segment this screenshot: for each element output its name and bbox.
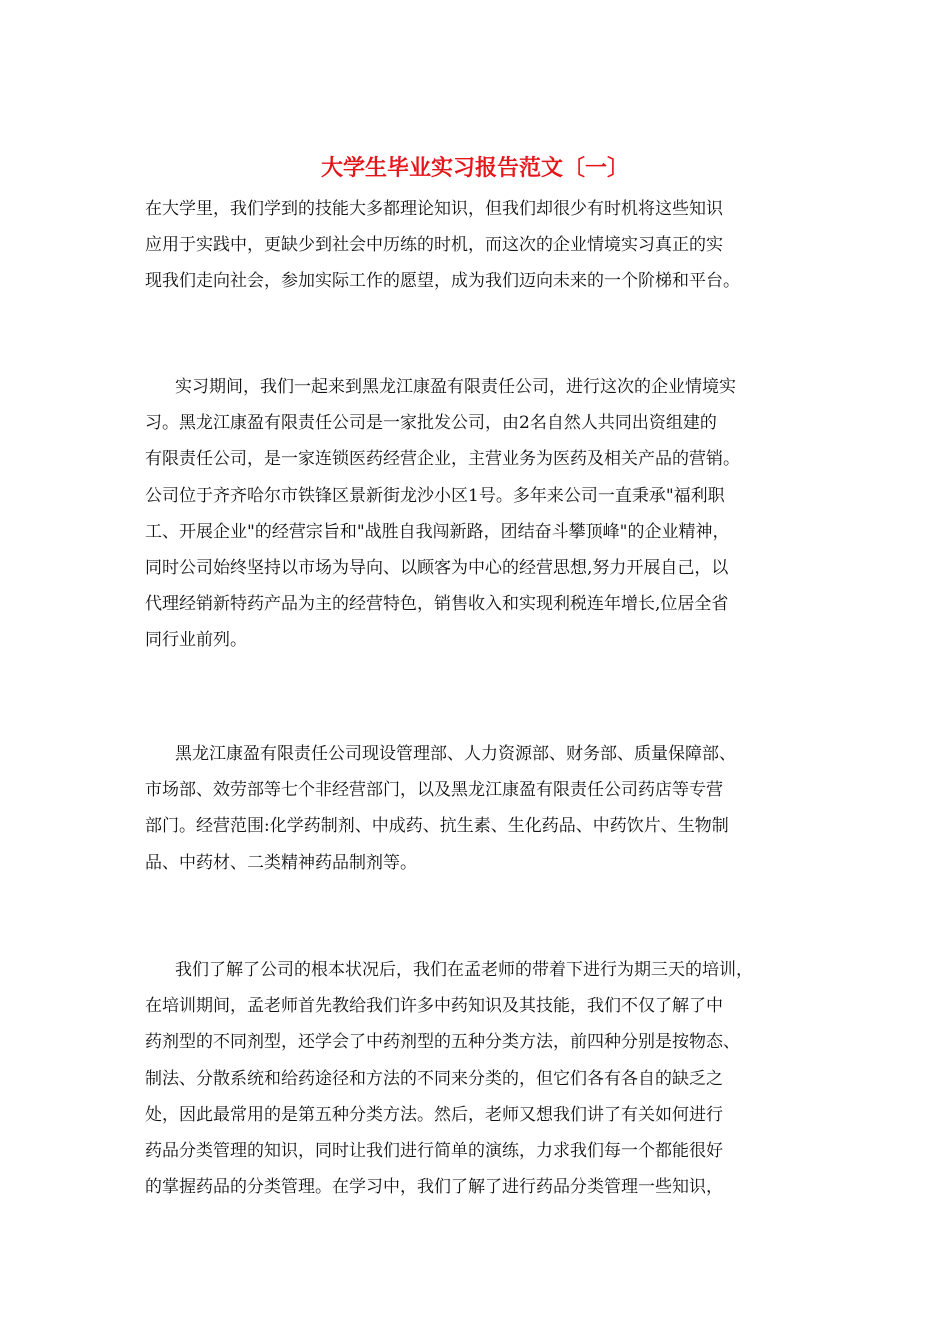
paragraph-line: 在培训期间，孟老师首先教给我们许多中药知识及其技能，我们不仅了解了中 <box>145 996 723 1017</box>
paragraph-line: 品、中药材、二类精神药品制剂等。 <box>145 852 417 873</box>
paragraph-line: 习。黑龙江康盈有限责任公司是一家批发公司，由2名自然人共同出资组建的 <box>145 413 717 434</box>
paragraph-line: 实习期间，我们一起来到黑龙江康盈有限责任公司，进行这次的企业情境实 <box>175 377 736 397</box>
paragraph-line: 代理经销新特药产品为主的经营特色，销售收入和实现利税连年增长,位居全省 <box>145 594 729 615</box>
paragraph-line: 的掌握药品的分类管理。在学习中，我们了解了进行药品分类管理一些知识， <box>145 1177 723 1198</box>
paragraph-line: 同行业前列。 <box>145 630 247 651</box>
paragraph-line: 部门。经营范围:化学药制剂、中成药、抗生素、生化药品、中药饮片、生物制 <box>145 816 729 837</box>
paragraph-1 <box>145 191 810 300</box>
paragraph-2 <box>145 369 810 659</box>
paragraph-line: 处，因此最常用的是第五种分类方法。然后，老师又想我们讲了有关如何进行 <box>145 1104 723 1125</box>
paragraph-line: 有限责任公司，是一家连锁医药经营企业，主营业务为医药及相关产品的营销。 <box>145 449 740 470</box>
paragraph-line: 黑龙江康盈有限责任公司现设管理部、人力资源部、财务部、质量保障部、 <box>175 744 736 764</box>
paragraph-line: 应用于实践中，更缺少到社会中历练的时机，而这次的企业情境实习真正的实 <box>145 235 723 256</box>
paragraph-line: 药剂型的不同剂型，还学会了中药剂型的五种分类方法，前四种分别是按物态、 <box>145 1032 740 1053</box>
paragraph-line: 制法、分散系统和给药途径和方法的不同来分类的，但它们各有各自的缺乏之 <box>145 1068 723 1089</box>
paragraph-line: 同时公司始终坚持以市场为导向、以顾客为中心的经营思想,努力开展自己，以 <box>145 558 729 579</box>
paragraph-4 <box>145 952 810 1205</box>
paragraph-line: 工、开展企业"的经营宗旨和"战胜自我闯新路，团结奋斗攀顶峰"的企业精神， <box>145 521 730 542</box>
paragraph-line: 市场部、效劳部等七个非经营部门，以及黑龙江康盈有限责任公司药店等专营 <box>145 780 723 801</box>
document-title: 大学生毕业实习报告范文〔一〕 <box>320 155 629 181</box>
paragraph-line: 我们了解了公司的根本状况后，我们在孟老师的带着下进行为期三天的培训， <box>175 960 753 980</box>
paragraph-line: 公司位于齐齐哈尔市铁锋区景新街龙沙小区1号。多年来公司一直秉承"福利职 <box>145 485 725 506</box>
paragraph-line: 在大学里，我们学到的技能大多都理论知识，但我们却很少有时机将这些知识 <box>145 199 723 219</box>
paragraph-line: 现我们走向社会，参加实际工作的愿望，成为我们迈向未来的一个阶梯和平台。 <box>145 271 740 292</box>
paragraph-line: 药品分类管理的知识，同时让我们进行简单的演练，力求我们每一个都能很好 <box>145 1141 723 1162</box>
paragraph-3 <box>145 736 810 881</box>
